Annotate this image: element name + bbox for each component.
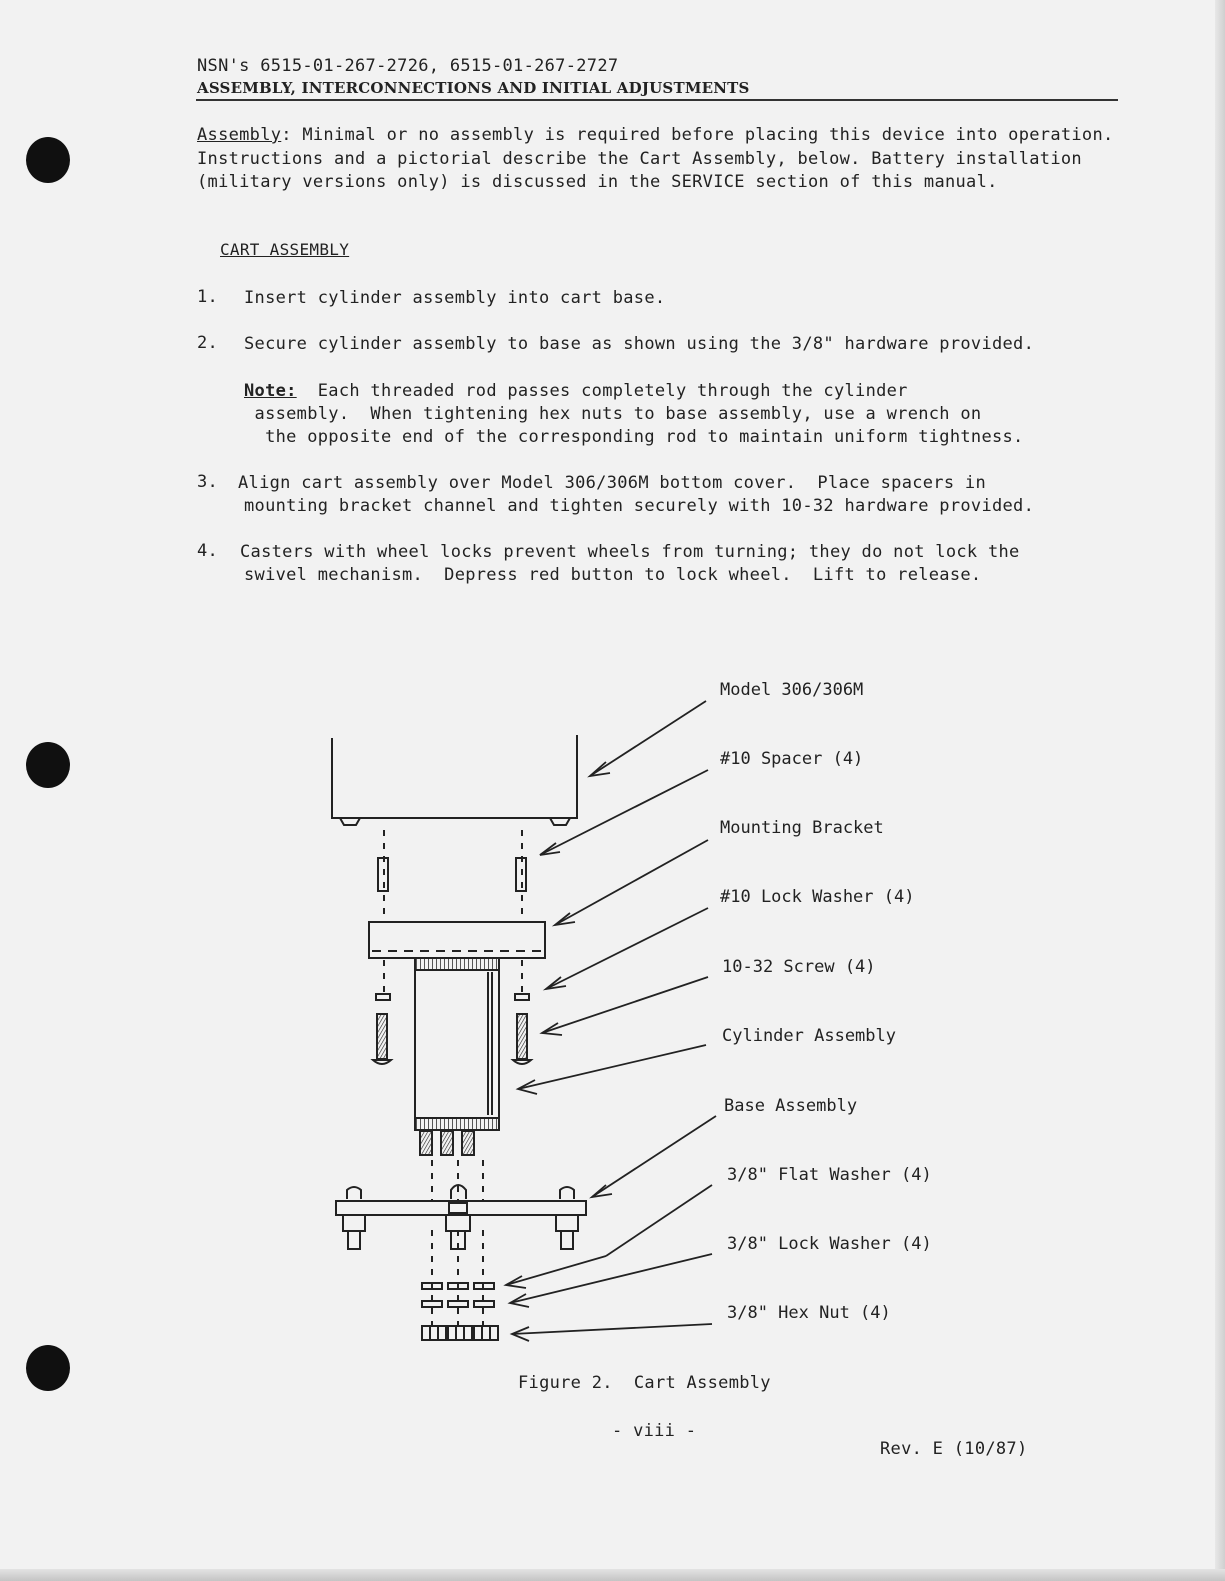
mounting-bracket-drawing — [369, 922, 545, 958]
note-label: Note: — [244, 381, 297, 401]
callout-lock-washer-38: 3/8" Lock Washer (4) — [727, 1234, 932, 1254]
screw-drawing — [373, 1014, 391, 1064]
step-number: 3. — [197, 472, 219, 492]
step-number: 2. — [197, 333, 219, 353]
callout-model: Model 306/306M — [720, 680, 864, 700]
step-text: Casters with wheel locks prevent wheels from turning; they do not lock the — [240, 542, 1020, 562]
intro-text: : Minimal or no assembly is required before placing this device into operation. Instructions and a pictorial describe the Cart Assembly, below. Battery installation (military versions only) is discussed in the SERVICE section of this manual. — [197, 125, 1114, 192]
header-title: ASSEMBLY, INTERCONNECTIONS AND INITIAL ADJUSTMENTS — [197, 79, 750, 97]
lock-washer-drawing — [376, 994, 390, 1000]
base-assembly-drawing — [336, 1185, 586, 1249]
note-line: Note: Each threaded rod passes completely through the cylinder — [244, 381, 908, 401]
callout-leaders — [506, 701, 716, 1341]
callout-spacer: #10 Spacer (4) — [720, 749, 864, 769]
page-number: - viii - — [612, 1421, 697, 1441]
model-cover-drawing — [332, 735, 577, 825]
intro-label: Assembly — [197, 125, 282, 145]
step-text: mounting bracket channel and tighten securely with 10-32 hardware provided. — [244, 496, 1035, 516]
figure-caption: Figure 2. Cart Assembly — [518, 1373, 771, 1393]
section-title: CART ASSEMBLY — [220, 240, 350, 259]
lock-washer-38-drawing — [422, 1301, 494, 1307]
cylinder-drawing — [415, 958, 499, 1155]
note-line: assembly. When tightening hex nuts to base assembly, use a wrench on — [244, 404, 982, 424]
step-text: swivel mechanism. Depress red button to lock wheel. Lift to release. — [244, 565, 982, 585]
revision-label: Rev. E (10/87) — [880, 1439, 1028, 1459]
callout-lock-washer: #10 Lock Washer (4) — [720, 887, 915, 907]
callout-cylinder: Cylinder Assembly — [722, 1026, 896, 1046]
callout-base: Base Assembly — [724, 1096, 858, 1116]
header-nsn: NSN's 6515-01-267-2726, 6515-01-267-2727 — [197, 56, 619, 76]
callout-mounting-bracket: Mounting Bracket — [720, 818, 884, 838]
callout-hex-nut: 3/8" Hex Nut (4) — [727, 1303, 891, 1323]
step-text: Secure cylinder assembly to base as shown using the 3/8" hardware provided. — [244, 334, 1035, 354]
step-number: 1. — [197, 287, 219, 307]
callout-screw: 10-32 Screw (4) — [722, 957, 876, 977]
step-text: Insert cylinder assembly into cart base. — [244, 288, 666, 308]
screw-drawing — [513, 1014, 531, 1064]
hex-nut-drawing — [422, 1326, 498, 1340]
step-text: Align cart assembly over Model 306/306M bottom cover. Place spacers in — [238, 473, 986, 493]
note-line: the opposite end of the corresponding rod to maintain uniform tightness. — [244, 427, 1024, 447]
lock-washer-drawing — [515, 994, 529, 1000]
callout-flat-washer: 3/8" Flat Washer (4) — [727, 1165, 932, 1185]
step-number: 4. — [197, 541, 219, 561]
